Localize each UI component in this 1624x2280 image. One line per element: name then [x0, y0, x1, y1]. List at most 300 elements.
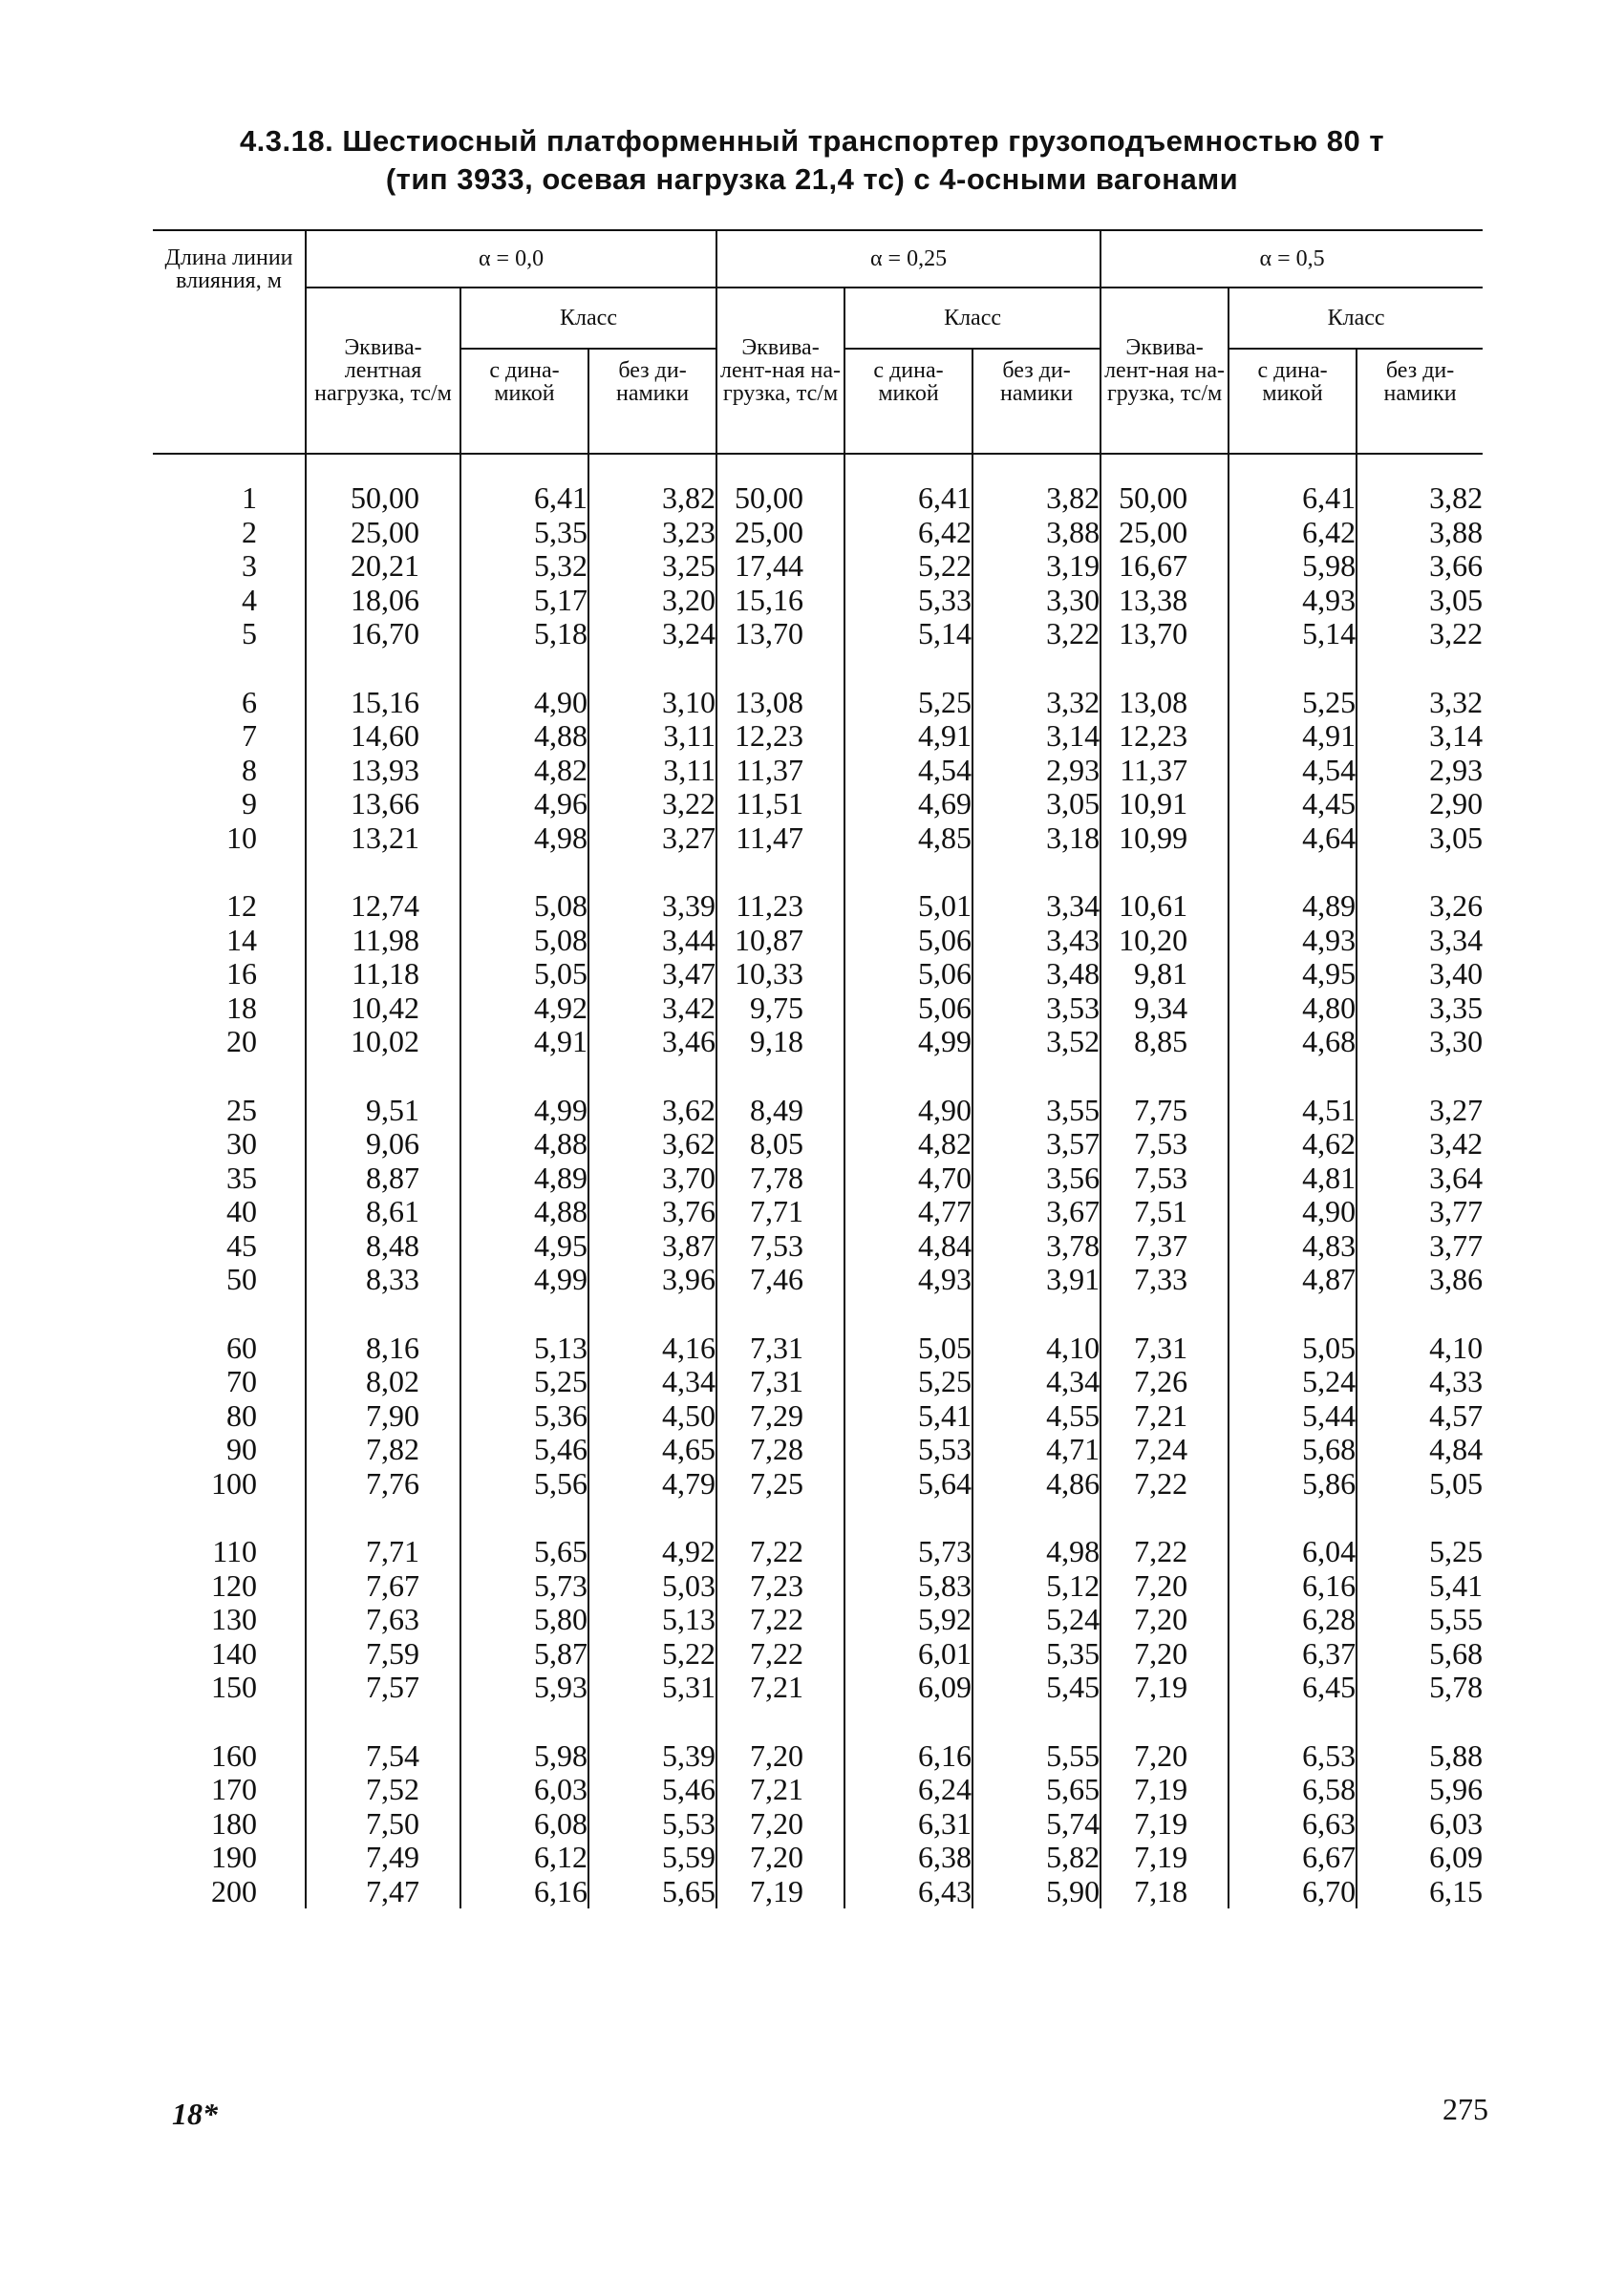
value-cell: 4,92 — [588, 1535, 716, 1569]
header-without-dyn-a0: без ди-намики — [588, 349, 716, 454]
value-cell: 3,82 — [972, 481, 1100, 516]
value-cell: 7,20 — [716, 1841, 844, 1875]
value-cell: 4,81 — [1229, 1161, 1357, 1196]
value-cell: 11,37 — [1100, 754, 1229, 788]
value-cell: 5,88 — [1357, 1739, 1483, 1774]
length-cell: 110 — [212, 1534, 257, 1568]
value-cell: 5,41 — [1357, 1569, 1483, 1604]
value-cell: 13,38 — [1100, 584, 1229, 618]
length-cell: 100 — [211, 1465, 257, 1501]
value-cell: 5,98 — [1229, 549, 1357, 584]
value-cell: 9,81 — [1100, 957, 1229, 991]
value-cell: 5,35 — [460, 516, 588, 550]
value-cell: 8,61 — [306, 1195, 460, 1229]
value-cell: 5,14 — [844, 617, 972, 651]
title-line-2: (тип 3933, осевая нагрузка 21,4 тс) с 4-осными вагонами — [385, 162, 1239, 196]
table-header — [153, 230, 1483, 481]
table-row — [153, 957, 1483, 991]
value-cell: 7,21 — [716, 1773, 844, 1807]
value-cell: 3,34 — [972, 889, 1100, 924]
length-cell: 80 — [226, 1397, 257, 1433]
table-row — [153, 924, 1483, 958]
table-row — [153, 1365, 1483, 1399]
value-cell: 7,49 — [306, 1841, 460, 1875]
value-cell: 3,76 — [588, 1195, 716, 1229]
value-cell: 4,69 — [844, 787, 972, 821]
page-number: 275 — [1442, 2092, 1488, 2126]
table-row — [153, 1807, 1483, 1842]
value-cell: 3,64 — [1357, 1161, 1483, 1196]
value-cell: 5,96 — [1357, 1773, 1483, 1807]
value-cell: 3,62 — [588, 1094, 716, 1128]
value-cell: 3,46 — [588, 1025, 716, 1059]
load-table — [153, 229, 1483, 1908]
value-cell: 4,82 — [460, 754, 588, 788]
value-cell: 7,31 — [1100, 1332, 1229, 1366]
length-cell: 25 — [226, 1092, 257, 1127]
table-row — [153, 1535, 1483, 1569]
value-cell: 3,70 — [588, 1161, 716, 1196]
value-cell: 5,05 — [1229, 1332, 1357, 1366]
value-cell: 7,21 — [1100, 1399, 1229, 1434]
length-cell: 9 — [242, 786, 257, 820]
value-cell: 3,42 — [588, 991, 716, 1026]
value-cell: 4,45 — [1229, 787, 1357, 821]
value-cell: 4,88 — [460, 1195, 588, 1229]
value-cell: 6,28 — [1229, 1603, 1357, 1637]
value-cell: 4,83 — [1229, 1229, 1357, 1264]
value-cell: 7,50 — [306, 1807, 460, 1842]
value-cell: 13,21 — [306, 821, 460, 856]
signature-mark: 18* — [172, 2097, 218, 2131]
table-row — [153, 1263, 1483, 1297]
value-cell: 4,77 — [844, 1195, 972, 1229]
value-cell: 6,67 — [1229, 1841, 1357, 1875]
value-cell: 3,24 — [588, 617, 716, 651]
value-cell: 5,64 — [844, 1467, 972, 1502]
value-cell: 5,36 — [460, 1399, 588, 1434]
header-alpha-025: α = 0,25 — [716, 230, 1100, 288]
value-cell: 3,27 — [1357, 1094, 1483, 1128]
value-cell: 4,71 — [972, 1433, 1100, 1467]
value-cell: 4,93 — [1229, 924, 1357, 958]
value-cell: 3,44 — [588, 924, 716, 958]
value-cell: 7,22 — [716, 1637, 844, 1672]
value-cell: 17,44 — [716, 549, 844, 584]
value-cell: 6,12 — [460, 1841, 588, 1875]
table-row — [153, 1433, 1483, 1467]
value-cell: 3,88 — [1357, 516, 1483, 550]
value-cell: 5,74 — [972, 1807, 1100, 1842]
value-cell: 5,25 — [1229, 686, 1357, 720]
table-row — [153, 1671, 1483, 1705]
table-row — [153, 1195, 1483, 1229]
value-cell: 3,05 — [972, 787, 1100, 821]
value-cell: 5,33 — [844, 584, 972, 618]
value-cell: 6,01 — [844, 1637, 972, 1672]
value-cell: 4,80 — [1229, 991, 1357, 1026]
length-cell: 70 — [226, 1364, 257, 1398]
value-cell: 4,99 — [460, 1263, 588, 1297]
value-cell: 4,91 — [844, 719, 972, 754]
value-cell: 3,32 — [1357, 686, 1483, 720]
value-cell: 11,47 — [716, 821, 844, 856]
value-cell: 3,52 — [972, 1025, 1100, 1059]
value-cell: 5,44 — [1229, 1399, 1357, 1434]
value-cell: 5,06 — [844, 957, 972, 991]
value-cell: 6,42 — [1229, 516, 1357, 550]
length-cell: 14 — [226, 922, 257, 957]
value-cell: 6,43 — [844, 1875, 972, 1909]
value-cell: 5,45 — [972, 1671, 1100, 1705]
value-cell: 3,30 — [1357, 1025, 1483, 1059]
value-cell: 7,23 — [716, 1569, 844, 1604]
value-cell: 16,70 — [306, 617, 460, 651]
value-cell: 20,21 — [306, 549, 460, 584]
value-cell: 3,82 — [1357, 481, 1483, 516]
value-cell: 4,91 — [460, 1025, 588, 1059]
value-cell: 5,08 — [460, 924, 588, 958]
table-row — [153, 1739, 1483, 1774]
value-cell: 7,75 — [1100, 1094, 1229, 1128]
length-cell: 20 — [226, 1024, 257, 1058]
value-cell: 7,19 — [1100, 1671, 1229, 1705]
value-cell: 7,52 — [306, 1773, 460, 1807]
value-cell: 3,14 — [972, 719, 1100, 754]
value-cell: 13,70 — [1100, 617, 1229, 651]
header-with-dyn-a05: с дина-микой — [1229, 349, 1357, 454]
length-cell: 160 — [211, 1737, 257, 1773]
value-cell: 3,11 — [588, 719, 716, 754]
value-cell: 10,02 — [306, 1025, 460, 1059]
length-cell: 16 — [226, 956, 257, 991]
value-cell: 7,19 — [716, 1875, 844, 1909]
value-cell: 11,18 — [306, 957, 460, 991]
value-cell: 4,55 — [972, 1399, 1100, 1434]
length-cell: 170 — [211, 1772, 257, 1806]
value-cell: 3,48 — [972, 957, 1100, 991]
value-cell: 25,00 — [716, 516, 844, 550]
value-cell: 4,99 — [844, 1025, 972, 1059]
length-cell: 3 — [242, 548, 257, 583]
table-row — [153, 787, 1483, 821]
table-row — [153, 481, 1483, 516]
value-cell: 3,96 — [588, 1263, 716, 1297]
value-cell: 10,33 — [716, 957, 844, 991]
length-cell: 180 — [211, 1805, 257, 1841]
value-cell: 7,54 — [306, 1739, 460, 1774]
value-cell: 4,88 — [460, 719, 588, 754]
value-cell: 6,63 — [1229, 1807, 1357, 1842]
value-cell: 5,01 — [844, 889, 972, 924]
value-cell: 4,62 — [1229, 1127, 1357, 1161]
value-cell: 4,84 — [844, 1229, 972, 1264]
header-equiv-a05: Эквива-лент-ная на-грузка, тс/м — [1100, 288, 1229, 454]
value-cell: 6,16 — [460, 1875, 588, 1909]
value-cell: 4,95 — [1229, 957, 1357, 991]
value-cell: 2,93 — [972, 754, 1100, 788]
value-cell: 5,78 — [1357, 1671, 1483, 1705]
value-cell: 8,05 — [716, 1127, 844, 1161]
value-cell: 4,82 — [844, 1127, 972, 1161]
value-cell: 7,18 — [1100, 1875, 1229, 1909]
length-cell: 120 — [211, 1567, 257, 1603]
value-cell: 5,05 — [1357, 1467, 1483, 1502]
value-cell: 7,26 — [1100, 1365, 1229, 1399]
table-row — [153, 1773, 1483, 1807]
value-cell: 5,46 — [588, 1773, 716, 1807]
value-cell: 9,75 — [716, 991, 844, 1026]
value-cell: 11,98 — [306, 924, 460, 958]
value-cell: 6,03 — [1357, 1807, 1483, 1842]
value-cell: 11,37 — [716, 754, 844, 788]
value-cell: 5,13 — [460, 1332, 588, 1366]
value-cell: 5,05 — [844, 1332, 972, 1366]
table-row — [153, 1841, 1483, 1875]
value-cell: 4,90 — [460, 686, 588, 720]
value-cell: 12,74 — [306, 889, 460, 924]
value-cell: 5,13 — [588, 1603, 716, 1637]
title-line-1: 4.3.18. Шестиосный платформенный транспортер грузоподъемностью 80 т — [239, 124, 1385, 158]
length-cell: 30 — [226, 1126, 257, 1161]
table-row — [153, 1025, 1483, 1059]
length-cell: 1 — [242, 480, 257, 515]
value-cell: 7,33 — [1100, 1263, 1229, 1297]
value-cell: 4,84 — [1357, 1433, 1483, 1467]
value-cell: 5,41 — [844, 1399, 972, 1434]
value-cell: 5,65 — [460, 1535, 588, 1569]
value-cell: 4,54 — [1229, 754, 1357, 788]
value-cell: 5,80 — [460, 1603, 588, 1637]
value-cell: 25,00 — [306, 516, 460, 550]
value-cell: 6,04 — [1229, 1535, 1357, 1569]
value-cell: 5,25 — [844, 686, 972, 720]
value-cell: 5,93 — [460, 1671, 588, 1705]
value-cell: 5,65 — [588, 1875, 716, 1909]
value-cell: 4,85 — [844, 821, 972, 856]
value-cell: 4,89 — [1229, 889, 1357, 924]
value-cell: 3,66 — [1357, 549, 1483, 584]
value-cell: 5,18 — [460, 617, 588, 651]
value-cell: 4,90 — [844, 1094, 972, 1128]
table-row — [153, 754, 1483, 788]
value-cell: 6,58 — [1229, 1773, 1357, 1807]
group-separator — [153, 1705, 1483, 1739]
value-cell: 3,19 — [972, 549, 1100, 584]
table-row — [153, 1569, 1483, 1604]
value-cell: 50,00 — [306, 481, 460, 516]
value-cell: 14,60 — [306, 719, 460, 754]
value-cell: 3,67 — [972, 1195, 1100, 1229]
value-cell: 3,56 — [972, 1161, 1100, 1196]
length-cell: 6 — [242, 684, 257, 719]
value-cell: 6,09 — [844, 1671, 972, 1705]
value-cell: 5,65 — [972, 1773, 1100, 1807]
value-cell: 4,95 — [460, 1229, 588, 1264]
value-cell: 6,38 — [844, 1841, 972, 1875]
length-cell: 12 — [226, 888, 257, 923]
value-cell: 4,70 — [844, 1161, 972, 1196]
value-cell: 4,54 — [844, 754, 972, 788]
value-cell: 3,55 — [972, 1094, 1100, 1128]
table-row — [153, 1332, 1483, 1366]
value-cell: 8,85 — [1100, 1025, 1229, 1059]
table-row — [153, 1467, 1483, 1502]
value-cell: 7,28 — [716, 1433, 844, 1467]
value-cell: 2,93 — [1357, 754, 1483, 788]
value-cell: 3,86 — [1357, 1263, 1483, 1297]
value-cell: 4,86 — [972, 1467, 1100, 1502]
value-cell: 8,02 — [306, 1365, 460, 1399]
value-cell: 15,16 — [716, 584, 844, 618]
value-cell: 4,92 — [460, 991, 588, 1026]
value-cell: 6,16 — [844, 1739, 972, 1774]
table-row — [153, 1399, 1483, 1434]
table-row — [153, 686, 1483, 720]
table-row — [153, 991, 1483, 1026]
value-cell: 6,42 — [844, 516, 972, 550]
value-cell: 5,83 — [844, 1569, 972, 1604]
value-cell: 3,22 — [588, 787, 716, 821]
length-cell: 60 — [226, 1330, 257, 1365]
value-cell: 6,03 — [460, 1773, 588, 1807]
length-cell: 10 — [226, 820, 257, 855]
header-klass-a0: Класс — [460, 288, 716, 349]
table-row — [153, 549, 1483, 584]
value-cell: 6,53 — [1229, 1739, 1357, 1774]
length-cell: 190 — [211, 1840, 257, 1874]
table-row — [153, 1637, 1483, 1672]
table-row — [153, 1127, 1483, 1161]
table-row — [153, 889, 1483, 924]
length-cell: 90 — [226, 1432, 257, 1466]
value-cell: 8,16 — [306, 1332, 460, 1366]
value-cell: 13,08 — [1100, 686, 1229, 720]
value-cell: 4,33 — [1357, 1365, 1483, 1399]
value-cell: 13,08 — [716, 686, 844, 720]
length-cell: 150 — [211, 1670, 257, 1704]
value-cell: 7,57 — [306, 1671, 460, 1705]
header-alpha-0: α = 0,0 — [306, 230, 716, 288]
value-cell: 7,46 — [716, 1263, 844, 1297]
value-cell: 12,23 — [716, 719, 844, 754]
value-cell: 3,77 — [1357, 1195, 1483, 1229]
table-row — [153, 1094, 1483, 1128]
value-cell: 9,18 — [716, 1025, 844, 1059]
value-cell: 5,08 — [460, 889, 588, 924]
value-cell: 3,34 — [1357, 924, 1483, 958]
value-cell: 13,70 — [716, 617, 844, 651]
value-cell: 10,91 — [1100, 787, 1229, 821]
header-klass-a05: Класс — [1229, 288, 1483, 349]
value-cell: 7,53 — [1100, 1127, 1229, 1161]
value-cell: 4,50 — [588, 1399, 716, 1434]
value-cell: 11,23 — [716, 889, 844, 924]
table-row — [153, 1161, 1483, 1196]
value-cell: 5,55 — [972, 1739, 1100, 1774]
value-cell: 7,25 — [716, 1467, 844, 1502]
value-cell: 5,24 — [1229, 1365, 1357, 1399]
length-cell: 2 — [242, 514, 257, 549]
value-cell: 7,37 — [1100, 1229, 1229, 1264]
value-cell: 4,34 — [588, 1365, 716, 1399]
value-cell: 8,33 — [306, 1263, 460, 1297]
value-cell: 4,65 — [588, 1433, 716, 1467]
table-row — [153, 516, 1483, 550]
value-cell: 4,98 — [460, 821, 588, 856]
length-cell: 50 — [226, 1262, 257, 1296]
value-cell: 3,39 — [588, 889, 716, 924]
value-cell: 7,71 — [306, 1535, 460, 1569]
value-cell: 10,99 — [1100, 821, 1229, 856]
value-cell: 4,88 — [460, 1127, 588, 1161]
value-cell: 3,22 — [972, 617, 1100, 651]
value-cell: 5,22 — [844, 549, 972, 584]
value-cell: 7,19 — [1100, 1841, 1229, 1875]
value-cell: 5,56 — [460, 1467, 588, 1502]
value-cell: 7,82 — [306, 1433, 460, 1467]
value-cell: 4,10 — [972, 1332, 1100, 1366]
value-cell: 8,48 — [306, 1229, 460, 1264]
value-cell: 10,42 — [306, 991, 460, 1026]
value-cell: 5,31 — [588, 1671, 716, 1705]
group-separator — [153, 1297, 1483, 1332]
header-with-dyn-a0: с дина-микой — [460, 349, 588, 454]
value-cell: 5,39 — [588, 1739, 716, 1774]
value-cell: 5,25 — [460, 1365, 588, 1399]
value-cell: 5,35 — [972, 1637, 1100, 1672]
value-cell: 5,86 — [1229, 1467, 1357, 1502]
value-cell: 5,06 — [844, 924, 972, 958]
value-cell: 9,06 — [306, 1127, 460, 1161]
value-cell: 4,51 — [1229, 1094, 1357, 1128]
value-cell: 6,15 — [1357, 1875, 1483, 1909]
value-cell: 2,90 — [1357, 787, 1483, 821]
value-cell: 11,51 — [716, 787, 844, 821]
value-cell: 5,98 — [460, 1739, 588, 1774]
value-cell: 5,68 — [1229, 1433, 1357, 1467]
table-row — [153, 1229, 1483, 1264]
value-cell: 7,24 — [1100, 1433, 1229, 1467]
value-cell: 5,87 — [460, 1637, 588, 1672]
group-separator — [153, 1501, 1483, 1535]
value-cell: 6,70 — [1229, 1875, 1357, 1909]
value-cell: 7,71 — [716, 1195, 844, 1229]
value-cell: 4,98 — [972, 1535, 1100, 1569]
value-cell: 5,73 — [460, 1569, 588, 1604]
value-cell: 4,90 — [1229, 1195, 1357, 1229]
value-cell: 6,41 — [460, 481, 588, 516]
value-cell: 3,78 — [972, 1229, 1100, 1264]
value-cell: 5,53 — [844, 1433, 972, 1467]
table-row — [153, 617, 1483, 651]
value-cell: 3,10 — [588, 686, 716, 720]
group-separator — [153, 651, 1483, 686]
value-cell: 5,12 — [972, 1569, 1100, 1604]
value-cell: 7,90 — [306, 1399, 460, 1434]
value-cell: 5,82 — [972, 1841, 1100, 1875]
value-cell: 5,92 — [844, 1603, 972, 1637]
value-cell: 7,31 — [716, 1365, 844, 1399]
value-cell: 4,68 — [1229, 1025, 1357, 1059]
table-body — [153, 481, 1483, 1908]
value-cell: 5,53 — [588, 1807, 716, 1842]
table-row — [153, 1875, 1483, 1909]
length-cell: 18 — [226, 990, 257, 1025]
header-klass-a025: Класс — [844, 288, 1100, 349]
value-cell: 9,51 — [306, 1094, 460, 1128]
value-cell: 3,27 — [588, 821, 716, 856]
